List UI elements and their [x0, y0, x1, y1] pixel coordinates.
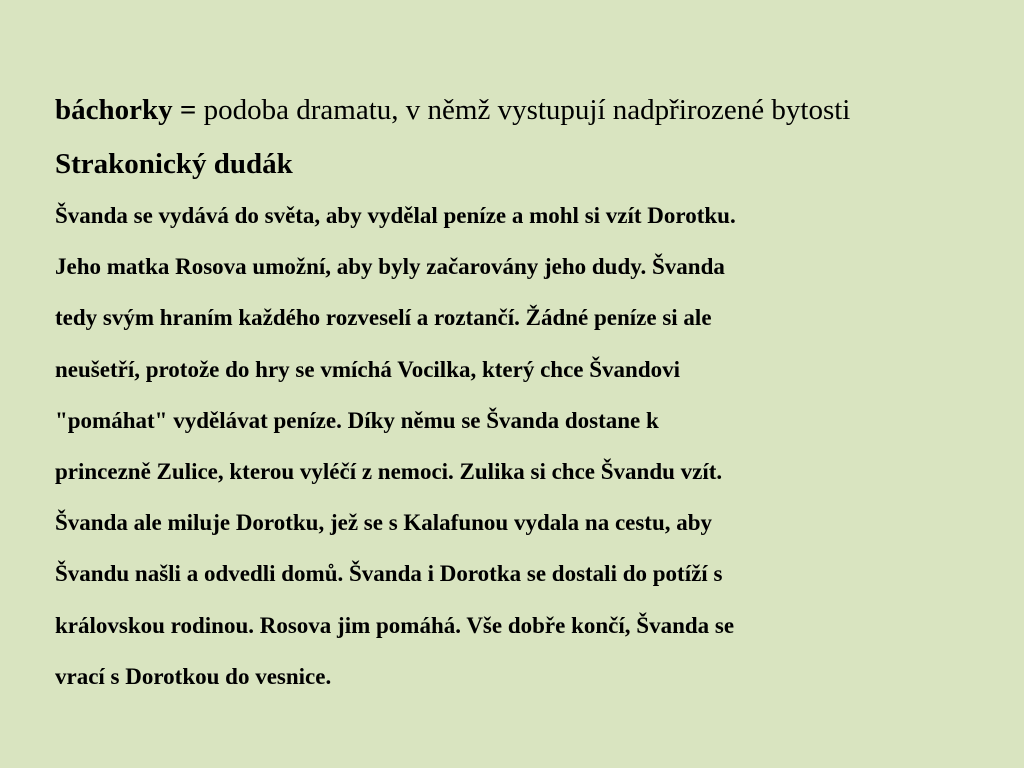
story-line: Švanda se vydává do světa, aby vydělal peníze a mohl si vzít Dorotku.	[55, 203, 736, 228]
story-line: královskou rodinou. Rosova jim pomáhá. Vše dobře končí, Švanda se	[55, 612, 735, 638]
story-line: Švanda ale miluje Dorotku, jež se s Kalafunou vydala na cestu, aby	[55, 510, 713, 536]
story-line: "pomáhat" vydělávat peníze. Díky němu se Švanda dostane k	[55, 407, 659, 433]
story-line: vrací s Dorotkou do vesnice.	[55, 663, 332, 689]
story-line: princezně Zulice, kterou vyléčí z nemoci. Zulika si chce Švandu vzít.	[55, 459, 723, 485]
story-line: Jeho matka Rosova umožní, aby byly začarovány jeho dudy. Švanda	[55, 254, 725, 280]
story-line: Švandu našli a odvedli domů. Švanda i Dorotka se dostali do potíží s	[55, 561, 723, 587]
definition-paragraph	[55, 80, 935, 140]
definition-term: báchorky =	[55, 94, 197, 126]
story-line: neušetří, protože do hry se vmíchá Vocilka, který chce Švandovi	[55, 356, 681, 382]
definition-text: podoba dramatu, v němž vystupují nadpřirozené bytosti	[196, 94, 851, 126]
section-heading: Strakonický dudák	[55, 148, 293, 180]
story-line: tedy svým hraním každého rozveselí a roztančí. Žádné peníze si ale	[55, 305, 712, 331]
story-summary	[55, 190, 935, 702]
